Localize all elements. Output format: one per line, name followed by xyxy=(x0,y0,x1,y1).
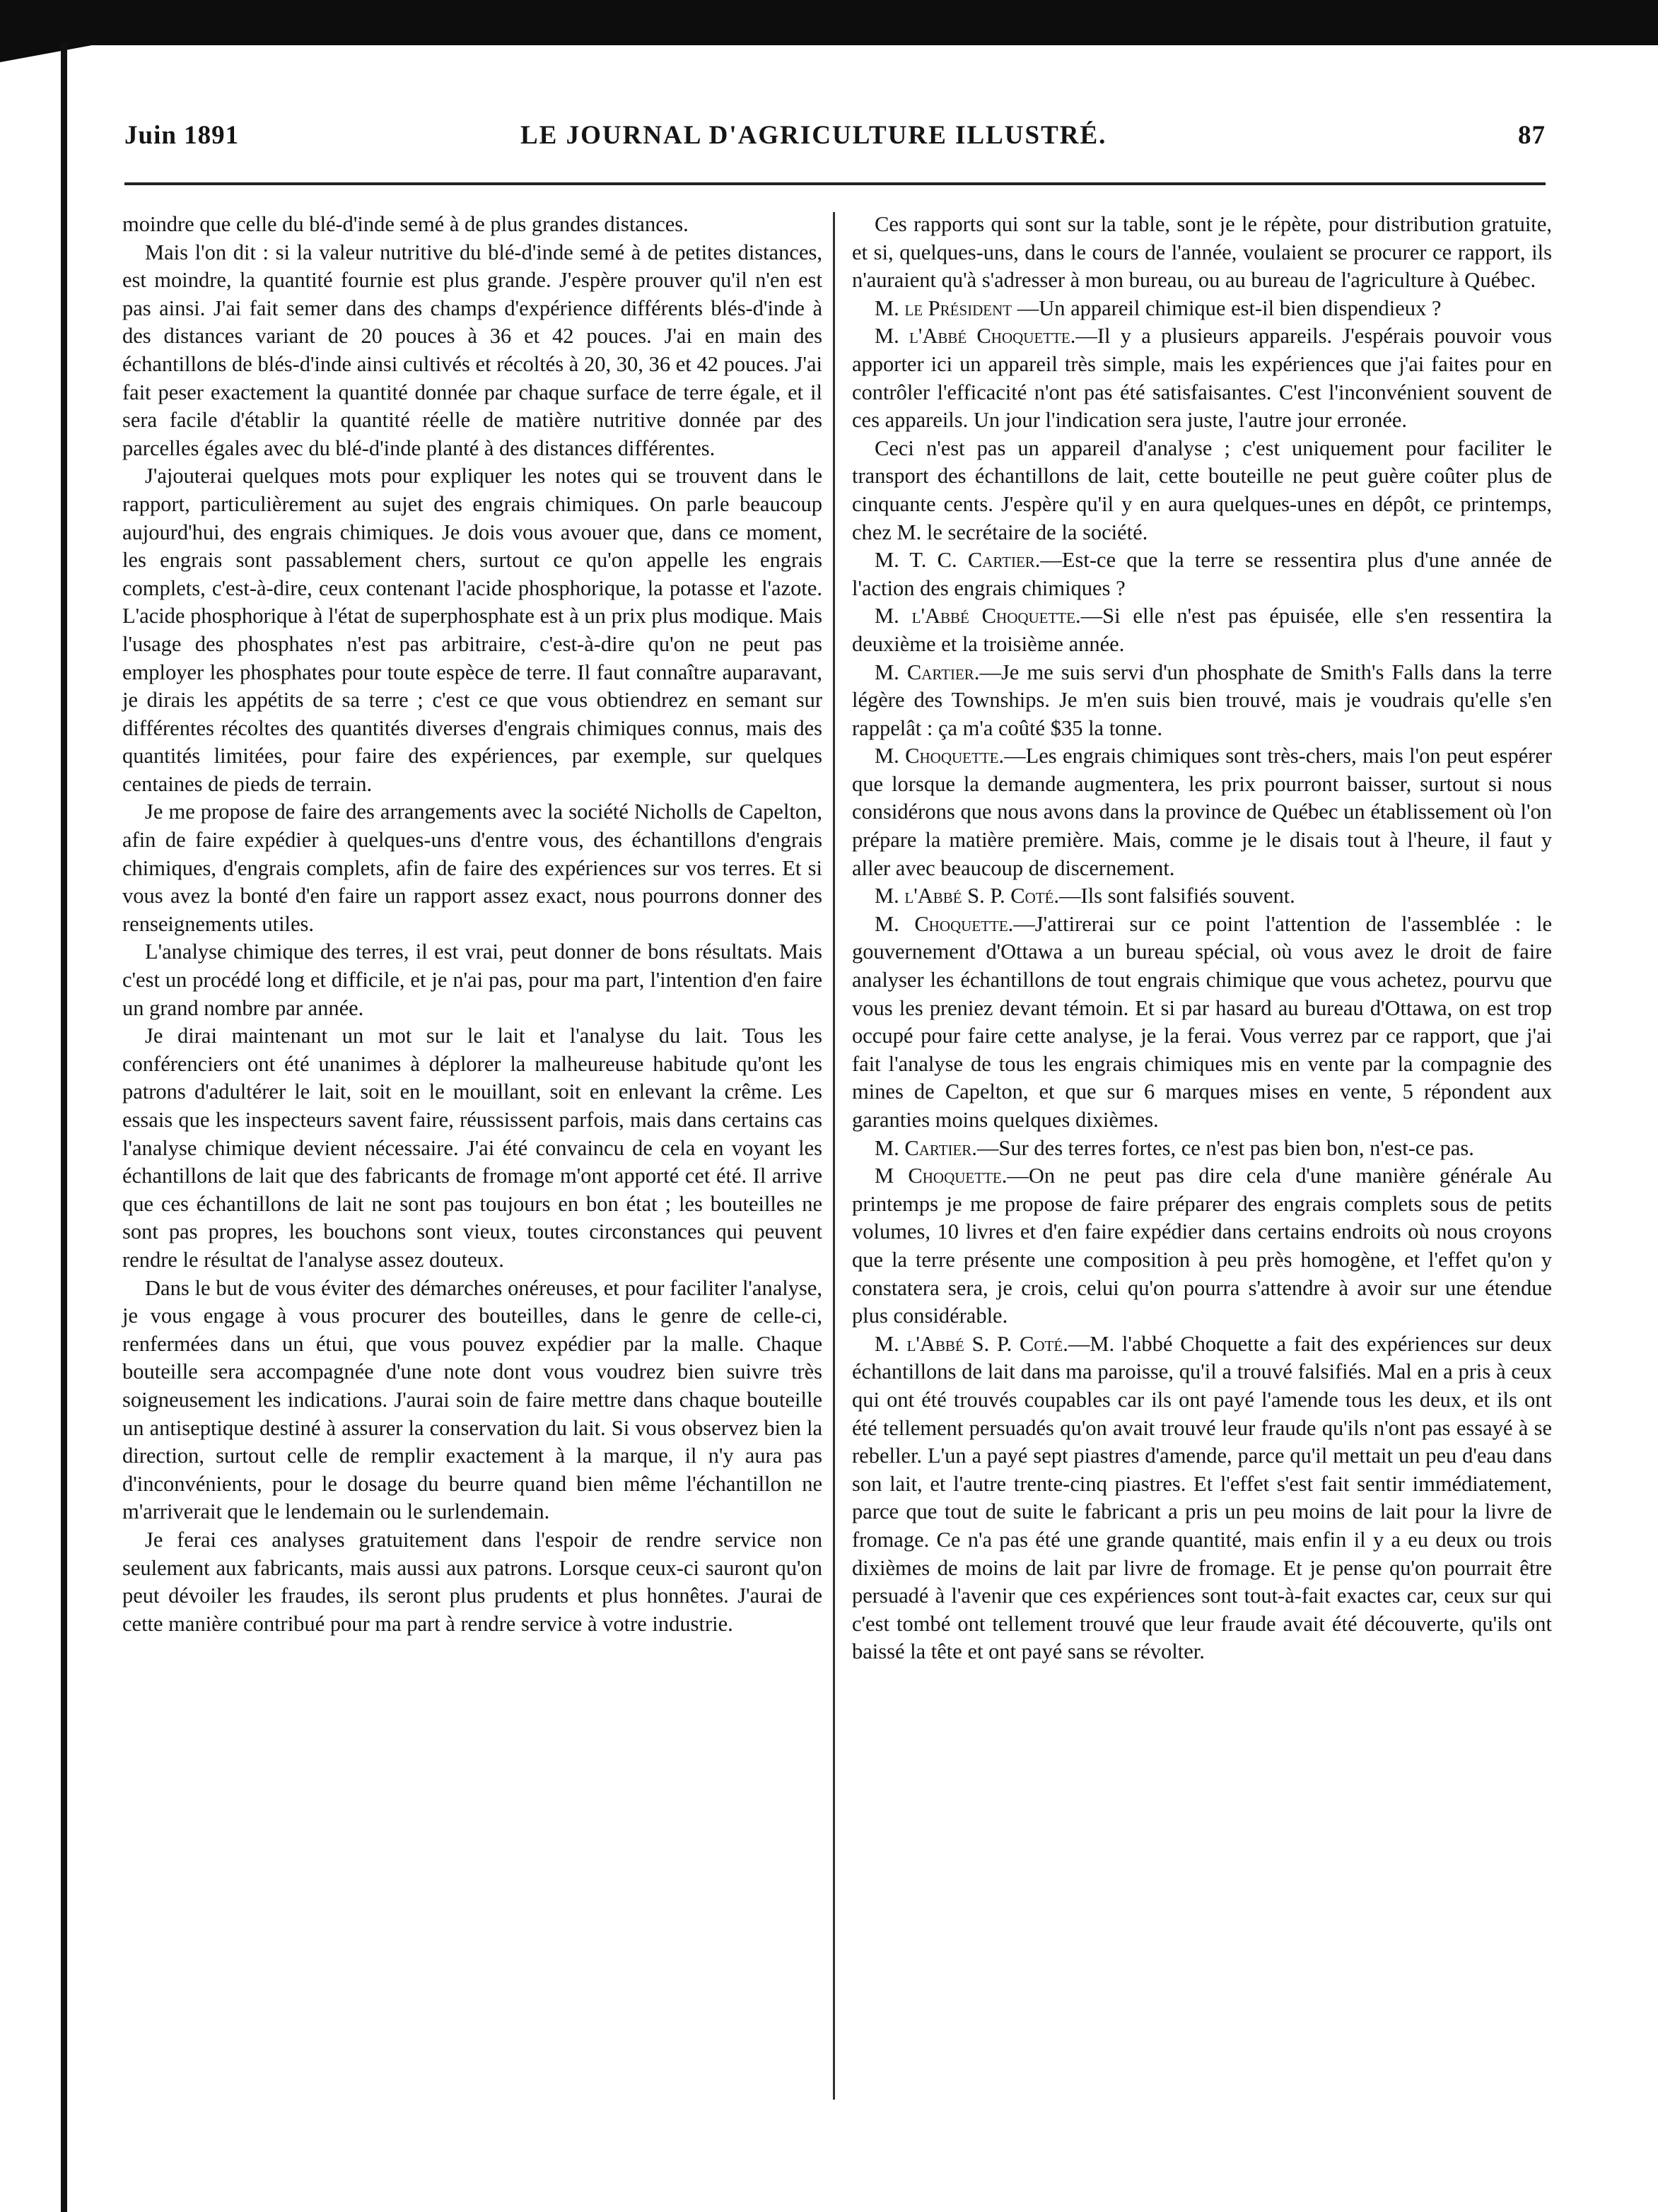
paragraph: Mais l'on dit : si la valeur nutritive du blé-d'inde semé à de petites distances, est moindre, la quantité fournie est plus grande. J'espère prouver qu'il n'en est pas ainsi. J'ai fait semer dans des champs d'expérience différents blés-d'inde à des distances variant de 20 pouces à 36 et 42 pouces. J'ai en main des échantillons de blés-d'inde ainsi cultivés et récoltés à 20, 30, 36 et 42 pouces. J'ai fait peser exactement la quantité donnée par chaque surface de terre égale, et il sera facile d'établir la quantité réelle de matière nutritive donnée par des parcelles égales avec du blé-d'inde planté à des distances différentes. xyxy=(122,240,822,460)
speech-text: —J'attirerai sur ce point l'attention de l'assemblée : le gouvernement d'Ottawa a un bureau spécial, où vous avez le droit de faire analyser les échantillons de tout engrais chimique que vous achetez, pourvu que vous les preniez devant témoin. Et si par hasard au bureau d'Ottawa, on est trop occupé pour faire cette analyse, je la ferai. Vous verrez par ce rapport, que j'ai fait l'analyse de tous les engrais chimiques mis en vente par la compagnie des mines de Capelton, et que sur 6 marques mises en vente, 5 répondent aux garanties moins quelques dixièmes. xyxy=(852,911,1552,1132)
dialogue-paragraph xyxy=(852,211,1552,295)
speech-text: —Je me suis servi d'un phosphate de Smith's Falls dans la terre légère des Townships. Je m'en suis bien trouvé, mais je voudrais qu'elle s'en rappelât : ça m'a coûté $35 la tonne. xyxy=(852,660,1553,740)
dialogue-paragraph xyxy=(852,295,1552,323)
top-border-bar xyxy=(0,0,1658,45)
speaker-name: M. l'Abbé S. P. Coté. xyxy=(875,1331,1068,1356)
dialogue-paragraph xyxy=(852,546,1552,602)
dialogue-paragraph xyxy=(852,742,1552,882)
dialogue-paragraph xyxy=(852,435,1552,546)
speech-text: —Il y a plusieurs appareils. J'espérais pouvoir vous apporter ici un appareil très simple, mais les expériences que j'ai faites pour en contrôler l'efficacité n'ont pas été satisfaisantes. C'est l'inconvénient souvent de ces appareils. Un jour l'indication sera juste, l'autre jour erronée. xyxy=(852,324,1552,433)
column-divider xyxy=(833,212,835,2100)
speaker-name: M. l'Abbé Choquette. xyxy=(875,324,1076,349)
paragraph: J'ajouterai quelques mots pour expliquer les notes qui se trouvent dans le rapport, particulièrement au sujet des engrais chimiques. On parle beaucoup aujourd'hui, des engrais chimiques. Je dois vous avouer que, dans ce moment, les engrais sont passablement chers, surtout ce qu'on appelle les engrais complets, c'est-à-dire, ceux contenant l'acide phosphorique, la potasse et l'azote. L'acide phosphorique à l'état de superphosphate est à un prix plus modique. Mais l'usage des phosphates n'est pas arbitraire, c'est-à-dire qu'on ne peut pas employer les phosphates pour toute espèce de terre. Il faut connaître auparavant, je dirais les appétits de sa terre ; c'est ce que vous obtiendrez en semant sur différentes récoltes des quantités diverses d'engrais chimiques connus, mais des quantités limitées, pour faire des expériences, par exemple, sur quelques centaines de pieds de terrain. xyxy=(122,464,822,796)
speaker-name: M. l'Abbé Choquette. xyxy=(875,604,1081,628)
left-border-rule xyxy=(61,42,67,2212)
speaker-name: M. T. C. Cartier. xyxy=(875,548,1041,573)
right-column xyxy=(852,211,1552,1666)
speech-text: Ces rapports qui sont sur la table, sont je le répète, pour distribution gratuite, et si, quelques-uns, dans le cours de l'année, voulaient se procurer ce rapport, ils n'auraient qu'à s'adresser à mon bureau, ou au bureau de l'agriculture à Québec. xyxy=(852,212,1552,293)
running-header xyxy=(124,120,1546,170)
speech-text: —Est-ce que la terre se ressentira plus d'une année de l'action des engrais chimiques ? xyxy=(852,548,1552,600)
paragraph: moindre que celle du blé-d'inde semé à de plus grandes distances. xyxy=(122,212,689,236)
paragraph: Je dirai maintenant un mot sur le lait et l'analyse du lait. Tous les conférenciers ont été unanimes à déplorer la malheureuse habitude qu'ont les patrons d'adultérer le lait, soit en le mouillant, soit en enlevant la crême. Les essais que les inspecteurs savent faire, réussissent parfois, mais dans certains cas l'analyse chimique devient nécessaire. J'ai été convaincu de cela en voyant les échantillons de lait que des fabricants de fromage m'ont apporté cet été. Il arrive que ces échantillons de lait ne sont pas toujours en bon état ; les bouteilles ne sont pas propres, les bouchons sont vieux, toutes circonstances qui peuvent rendre le résultat de l'analyse assez douteux. xyxy=(122,1024,822,1272)
speaker-name: M. Choquette. xyxy=(875,744,1005,768)
speech-text: —M. l'abbé Choquette a fait des expériences sur deux échantillons de lait dans ma paroisse, qu'il a trouvé falsifiés. Mal en a pris à ceux qui ont été trouvés coupables car ils ont payé l'amende tous les deux, et ils ont été tellement persuadés qu'on avait trouvé leur fraude qu'ils n'ont pas essayé à se rebeller. L'un a payé sept piastres d'amende, parce qu'il mettait un peu d'eau dans son lait, et l'autre trente-cinq piastres. Et l'effet s'est fait sentir immédiatement, parce que tout de suite le fabricant a pris un peu moins de lait pour la livre de fromage. Ce n'a pas été une grande quantité, mais enfin il y a eu deux ou trois dixièmes de moins de lait par livre de fromage. Et je pense qu'on pourrait être persuadé à l'avenir que ces expériences sont tout-à-fait exactes car, ceux sur qui c'est tombé ont tellement trouvé que leur fraude avait été découverte, qu'ils ont baissé la tête et ont payé sans se révolter. xyxy=(852,1331,1552,1664)
dialogue-paragraph xyxy=(852,602,1552,658)
speech-text: —Si elle n'est pas épuisée, elle s'en ressentira la deuxième et la troisième année. xyxy=(852,604,1552,656)
speech-text: —On ne peut pas dire cela d'une manière générale Au printemps je me propose de faire préparer des engrais complets sous de petits volumes, 10 livres et d'en faire expédier dans certains endroits où nous croyons que la terre présente une composition à peu près homogène, et l'effet qu'on y constatera sera, je crois, celui qu'on pourra s'attendre à avoir sur une étendue plus considérable. xyxy=(852,1164,1552,1328)
speech-text: —Sur des terres fortes, ce n'est pas bien bon, n'est-ce pas. xyxy=(976,1135,1474,1160)
left-column xyxy=(122,211,822,1638)
speech-text: —Les engrais chimiques sont très-chers, mais l'on peut espérer que lorsque la demande augmentera, les prix pourront baisser, surtout si nous considérons que nous avons dans la province de Québec un établissement où l'on prépare la matière première. Mais, comme je le disais tout à l'heure, il faut y aller avec beaucoup de discernement. xyxy=(852,744,1553,880)
speaker-name: M. Cartier. xyxy=(875,660,980,684)
dialogue-paragraph xyxy=(852,1330,1552,1666)
top-border-notch xyxy=(0,45,92,62)
speech-text: Ceci n'est pas un appareil d'analyse ; c'est uniquement pour faciliter le transport des échantillons de lait, cette bouteille ne peut guère coûter plus de cinquante cents. J'espère qu'il y en aura quelques-unes en dépôt, ce printemps, chez M. le secrétaire de la société. xyxy=(852,435,1552,544)
header-rule xyxy=(124,182,1546,185)
header-journal-title: LE JOURNAL D'AGRICULTURE ILLUSTRÉ. xyxy=(520,121,1107,150)
paragraph: Dans le but de vous éviter des démarches onéreuses, et pour faciliter l'analyse, je vous engage à vous procurer des bouteilles, dans le genre de celle-ci, renfermées dans un étui, que vous pouvez expédier par la malle. Chaque bouteille sera accompagnée d'une note dont vous voudrez bien suivre très soigneusement les indications. J'aurai soin de faire mettre dans chaque bouteille un antiseptique destiné à assurer la conservation du lait. Si vous observez bien la direction, surtout celle de remplir exactement à la marque, il n'y aura pas d'inconvénients, pour le dosage du beurre quand bien même l'échantillon ne m'arriverait que le lendemain ou le surlendemain. xyxy=(122,1275,822,1524)
dialogue-paragraph xyxy=(852,882,1552,911)
paragraph: L'analyse chimique des terres, il est vrai, peut donner de bons résultats. Mais c'est un procédé long et difficile, et je n'ai pas, pour ma part, l'intention d'en faire un grand nombre par année. xyxy=(122,940,822,1020)
speaker-name: M. Cartier. xyxy=(875,1135,977,1160)
paragraph: Je ferai ces analyses gratuitement dans l'espoir de rendre service non seulement aux fabricants, mais aussi aux patrons. Lorsque ceux-ci sauront qu'on peut dévoiler les fraudes, ils seront plus prudents et plus honnêtes. J'aurai de cette manière contribué pour ma part à rendre service à votre industrie. xyxy=(122,1527,822,1636)
header-date: Juin 1891 xyxy=(124,121,240,150)
speaker-name: M. le Président xyxy=(875,295,1012,320)
speaker-name: M Choquette. xyxy=(875,1164,1008,1188)
dialogue-paragraph xyxy=(852,1162,1552,1330)
speech-text: —Un appareil chimique est-il bien dispendieux ? xyxy=(1017,295,1442,320)
header-page-number: 87 xyxy=(1518,121,1546,150)
dialogue-paragraph xyxy=(852,911,1552,1135)
speaker-name: M. Choquette. xyxy=(875,911,1014,936)
speech-text: —Ils sont falsifiés souvent. xyxy=(1059,884,1295,908)
dialogue-paragraph xyxy=(852,322,1552,434)
dialogue-paragraph xyxy=(852,1135,1552,1163)
paragraph: Je me propose de faire des arrangements avec la société Nicholls de Capelton, afin de faire expédier à quelques-uns d'entre vous, des échantillons d'engrais chimiques, d'engrais complets, afin de faire des expériences sur vos terres. Et si vous avez la bonté d'en faire un rapport assez exact, nous pourrons donner des renseignements utiles. xyxy=(122,800,822,936)
dialogue-paragraph xyxy=(852,659,1552,743)
speaker-name: M. l'Abbé S. P. Coté. xyxy=(875,884,1060,908)
